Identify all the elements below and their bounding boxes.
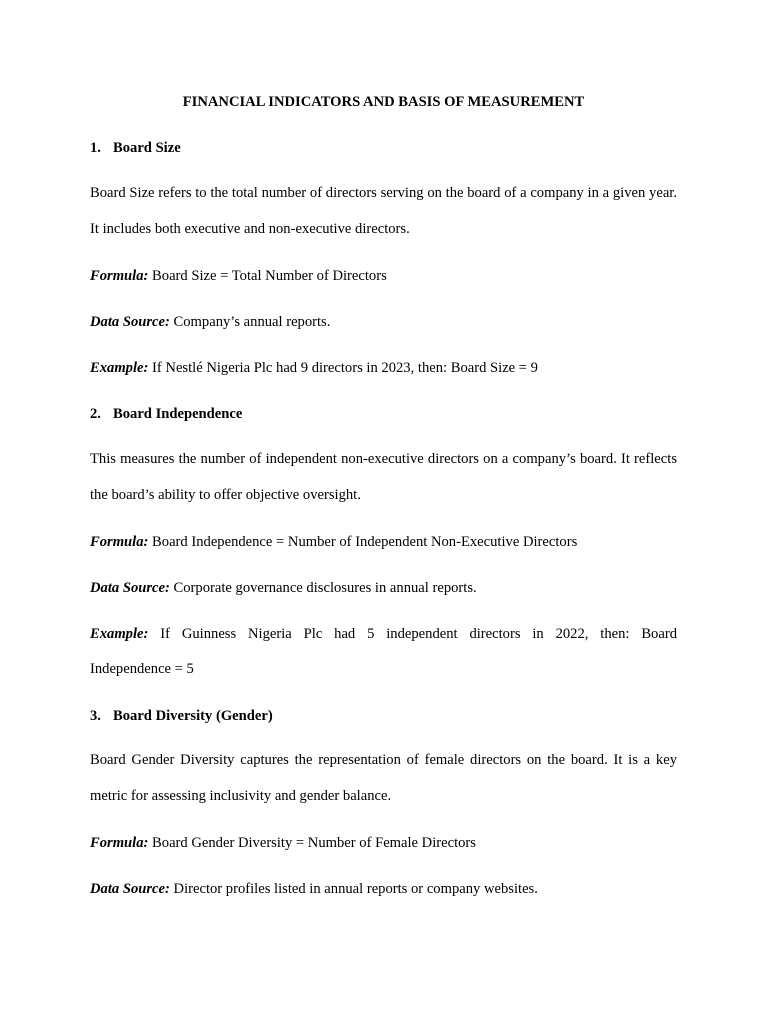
data-source-text: Director profiles listed in annual reports or company websites. <box>173 881 538 897</box>
document-title: FINANCIAL INDICATORS AND BASIS OF MEASUREMENT <box>182 94 585 110</box>
formula-text: Board Independence = Number of Independent Non-Executive Directors <box>152 534 578 550</box>
data-source-line <box>90 579 677 597</box>
data-source-label: Data Source: <box>90 881 170 897</box>
example-line <box>90 625 677 643</box>
formula-line <box>90 267 677 285</box>
data-source-label: Data Source: <box>90 580 170 596</box>
data-source-label: Data Source: <box>90 314 170 330</box>
section-heading-board-diversity <box>90 707 273 725</box>
data-source-text: Company’s annual reports. <box>173 314 331 330</box>
formula-label: Formula: <box>90 534 149 550</box>
section-title: Board Independence <box>113 406 243 422</box>
section-description: Board Gender Diversity captures the representation of female directors on the board. It is a key metric for assessing inclusivity and gender balance. <box>90 752 677 804</box>
formula-line <box>90 834 677 852</box>
section-number: 1. <box>90 140 101 156</box>
example-label: Example: <box>90 626 149 642</box>
formula-label: Formula: <box>90 268 149 284</box>
example-text: If Guinness Nigeria Plc had 5 independent directors in 2022, then: Board <box>160 626 677 642</box>
formula-text: Board Gender Diversity = Number of Female Directors <box>152 835 476 851</box>
data-source-line <box>90 880 677 898</box>
example-line <box>90 359 677 377</box>
section-number: 2. <box>90 406 101 422</box>
section-number: 3. <box>90 708 101 724</box>
formula-line <box>90 533 677 551</box>
example-text: If Nestlé Nigeria Plc had 9 directors in 2023, then: Board Size = 9 <box>152 360 538 376</box>
section-title: Board Size <box>113 140 181 156</box>
data-source-text: Corporate governance disclosures in annual reports. <box>173 580 477 596</box>
data-source-line <box>90 313 677 331</box>
section-title: Board Diversity (Gender) <box>113 708 273 724</box>
section-heading-board-size <box>90 139 181 157</box>
example-line-continued: Independence = 5 <box>90 661 194 677</box>
section-description: Board Size refers to the total number of directors serving on the board of a company in a given year. It includes both executive and non-executive directors. <box>90 185 677 237</box>
example-label: Example: <box>90 360 149 376</box>
formula-text: Board Size = Total Number of Directors <box>152 268 387 284</box>
section-description: This measures the number of independent non-executive directors on a company’s board. It reflects the board’s ability to offer objective oversight. <box>90 451 677 503</box>
section-heading-board-independence <box>90 405 242 423</box>
formula-label: Formula: <box>90 835 149 851</box>
